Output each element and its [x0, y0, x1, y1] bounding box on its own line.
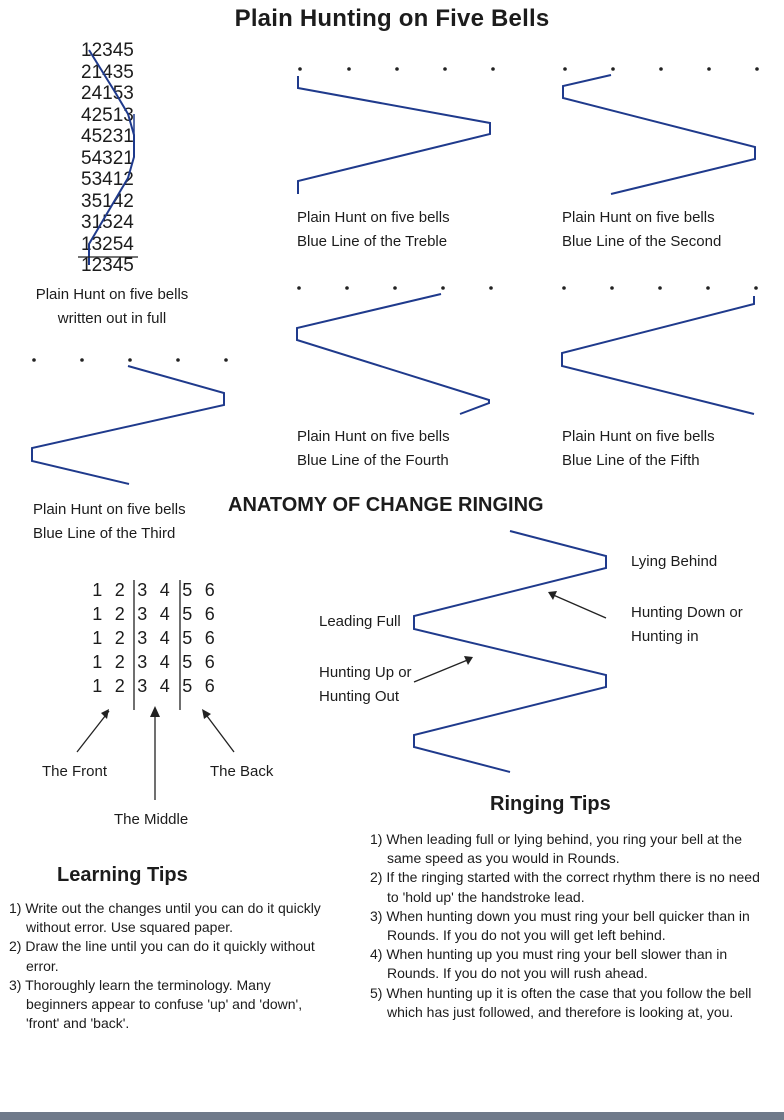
- place-dot: [754, 286, 758, 290]
- place-dot: [347, 67, 351, 71]
- caption-full: Plain Hunt on five bells written out in full: [35, 286, 189, 327]
- caption-fourth: Plain Hunt on five bells Blue Line of the Fourth: [297, 428, 450, 469]
- positions-row: 1 2 3 4 5 6: [92, 580, 215, 600]
- place-dot: [755, 67, 759, 71]
- row-treble-line: [89, 50, 134, 265]
- place-dot: [128, 358, 132, 362]
- place-dot: [176, 358, 180, 362]
- change-row: 12345: [81, 40, 134, 61]
- arrow-head: [150, 706, 160, 717]
- list-item: 2) If the ringing started with the correct rhythm there is no need to 'hold up' the handstroke lead.: [370, 869, 760, 905]
- place-dot: [395, 67, 399, 71]
- blue-line-second: [563, 75, 755, 194]
- caption-second: Plain Hunt on five bells Blue Line of the Second: [562, 209, 722, 250]
- ringing-tips-heading: Ringing Tips: [490, 793, 611, 815]
- place-dot: [562, 286, 566, 290]
- place-dot: [659, 67, 663, 71]
- bottom-bar: [0, 1112, 784, 1120]
- place-dot: [441, 286, 445, 290]
- page-title: Plain Hunting on Five Bells: [234, 5, 550, 32]
- label-the-back: The Back: [210, 763, 274, 780]
- list-item: 1) Write out the changes until you can do it quickly without error. Use squared paper.: [9, 900, 321, 936]
- anatomy-heading: ANATOMY OF CHANGE RINGING: [228, 494, 544, 516]
- label-lying-behind: Lying Behind: [631, 553, 718, 570]
- change-row: 42513: [81, 104, 134, 126]
- anatomy-blue-line: [414, 531, 606, 772]
- place-dot: [32, 358, 36, 362]
- change-row: 45231: [81, 126, 134, 147]
- positions-row: 1 2 3 4 5 6: [92, 604, 215, 624]
- arrow-head: [202, 709, 211, 719]
- place-dot: [707, 67, 711, 71]
- change-row: 21435: [81, 61, 134, 83]
- blue-line-treble: [298, 76, 490, 194]
- positions-row: 1 2 3 4 5 6: [92, 628, 215, 648]
- place-dot: [489, 286, 493, 290]
- arrow-head: [101, 709, 109, 719]
- place-dot: [563, 67, 567, 71]
- blue-line-third: [32, 366, 224, 484]
- positions-row: 1 2 3 4 5 6: [92, 676, 215, 696]
- learning-tips-heading: Learning Tips: [57, 864, 188, 886]
- arrow-hunting-down: [551, 594, 606, 618]
- place-dot: [298, 67, 302, 71]
- label-the-middle: The Middle: [114, 811, 189, 828]
- label-hunting-down: Hunting Down or Hunting in: [631, 604, 743, 645]
- place-dot: [224, 358, 228, 362]
- list-item: 5) When hunting up it is often the case that you follow the bell which has just followed, and therefore is looking at, you.: [370, 984, 752, 1020]
- change-row: 31524: [81, 212, 134, 233]
- change-row: 12345: [81, 255, 134, 276]
- place-dot: [611, 67, 615, 71]
- list-item: 3) When hunting down you must ring your bell quicker than in Rounds. If you do not you will get left behind.: [370, 907, 750, 944]
- list-item: 2) Draw the line until you can do it quickly without error.: [9, 938, 315, 974]
- place-dot: [80, 358, 84, 362]
- caption-fifth: Plain Hunt on five bells Blue Line of the Fifth: [562, 428, 715, 469]
- change-row: 24153: [81, 83, 134, 104]
- list-item: 1) When leading full or lying behind, you ring your bell at the same speed as you would in Rounds.: [370, 831, 742, 867]
- caption-treble: Plain Hunt on five bells Blue Line of the Treble: [297, 209, 450, 250]
- label-the-front: The Front: [42, 763, 108, 780]
- caption-third: Plain Hunt on five bells Blue Line of the Third: [33, 501, 186, 542]
- list-item: 4) When hunting up you must ring your bell slower than in Rounds. If you do not you will rush ahead.: [370, 946, 728, 982]
- blue-line-fifth: [562, 296, 754, 414]
- place-dot: [297, 286, 301, 290]
- change-row: 54321: [81, 147, 134, 169]
- place-dot: [345, 286, 349, 290]
- place-dot: [393, 286, 397, 290]
- list-item: 3) Thoroughly learn the terminology. Many beginners appear to confuse 'up' and 'down', 'front' and 'back'.: [9, 976, 303, 1032]
- place-dot: [491, 67, 495, 71]
- arrow-back: [204, 712, 234, 752]
- label-hunting-up: Hunting Up or Hunting Out: [319, 664, 412, 705]
- arrow-hunting-up: [414, 659, 470, 682]
- change-row: 13254: [81, 233, 134, 255]
- positions-row: 1 2 3 4 5 6: [92, 652, 215, 672]
- change-row: 35142: [81, 190, 134, 212]
- place-dot: [610, 286, 614, 290]
- label-leading-full: Leading Full: [319, 613, 401, 630]
- change-row: 53412: [81, 169, 134, 190]
- blue-line-fourth: [297, 294, 489, 414]
- place-dot: [658, 286, 662, 290]
- arrow-front: [77, 711, 109, 752]
- place-dot: [706, 286, 710, 290]
- place-dot: [443, 67, 447, 71]
